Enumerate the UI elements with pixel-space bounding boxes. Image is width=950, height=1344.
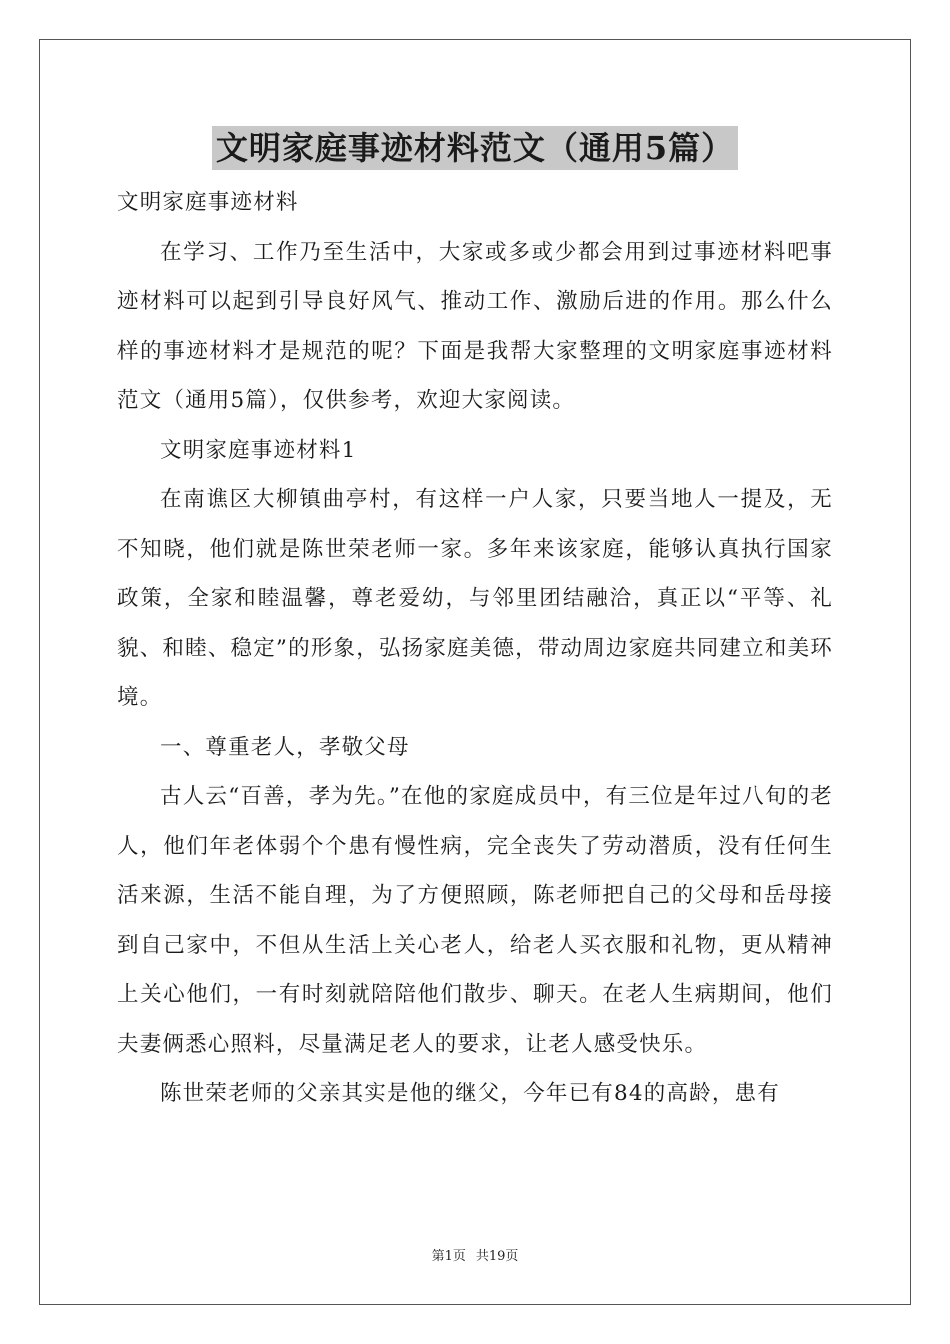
- paragraph-5: 古人云“百善，孝为先。”在他的家庭成员中，有三位是年过八旬的老人，他们年老体弱个个患有慢性病，完全丧失了劳动潜质，没有任何生活来源，生活不能自理，为了方便照顾，陈老师把自己的父母和岳母接到自己家中，不但从生活上关心老人，给老人买衣服和礼物，更从精神上关心他们，一有时刻就陪陪他们散步、聊天。在老人生病期间，他们夫妻俩悉心照料，尽量满足老人的要求，让老人感受快乐。: [117, 784, 833, 1057]
- page-total: 共19页: [475, 1249, 519, 1264]
- paragraph-1: 在学习、工作乃至生活中，大家或多或少都会用到过事迹材料吧事迹材料可以起到引导良好风气、推动工作、激励后进的作用。那么什么样的事迹材料才是规范的呢？下面是我帮大家整理的文明家庭事迹材料范文（通用5篇），仅供参考，欢迎大家阅读。: [117, 239, 833, 413]
- title-wrap: [0, 126, 950, 170]
- page-number: 第1页: [431, 1249, 466, 1264]
- paragraph-0: 文明家庭事迹材料: [117, 190, 299, 215]
- paragraph-3: 在南谯区大柳镇曲亭村，有这样一户人家，只要当地人一提及，无不知晓，他们就是陈世荣老师一家。多年来该家庭，能够认真执行国家政策，全家和睦温馨，尊老爱幼，与邻里团结融洽，真正以“平等、礼貌、和睦、稳定”的形象，弘扬家庭美德，带动周边家庭共同建立和美环境。: [117, 487, 833, 710]
- paragraph-6: 陈世荣老师的父亲其实是他的继父，今年已有84的高龄，患有: [160, 1081, 780, 1106]
- document-title: 文明家庭事迹材料范文（通用5篇）: [212, 126, 738, 170]
- page-footer: [0, 1247, 950, 1267]
- document-body: [117, 178, 833, 1119]
- paragraph-2: 文明家庭事迹材料1: [160, 437, 357, 463]
- paragraph-4: 一、尊重老人，孝敬父母: [160, 734, 410, 760]
